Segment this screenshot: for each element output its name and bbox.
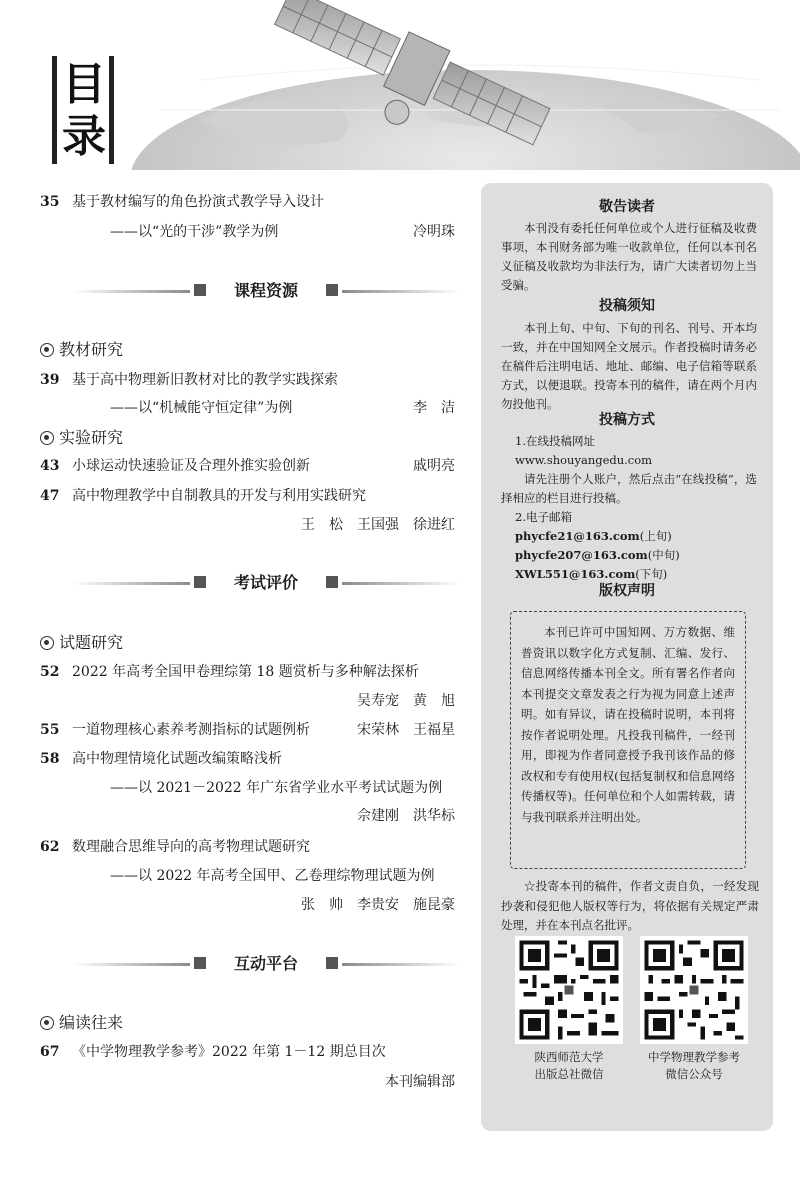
email-value: phycfe21@163.com [515,529,640,543]
toc-entry[interactable] [40,1042,386,1062]
circle-bullet-icon [40,1016,54,1030]
section-title: 考试评价 [233,573,298,592]
toc-entry[interactable] [40,837,310,857]
notice-text: ☆投寄本刊的稿件，作者文责自负，一经发现抄袭和侵犯他人版权等行为，将依据有关规定严肃处理，并在本刊点名批评。 [501,879,759,932]
article-title: 一道物理核心素养考测指标的试题例析 [72,722,310,738]
article-authors: 王 松 王国强 徐进红 [301,517,455,533]
toc-entry[interactable] [40,456,310,476]
section-header [72,952,460,976]
divider [342,582,460,585]
online-text: 请先注册个人账户，然后点击“在线投稿”，选择相应的栏目进行投稿。 [501,472,757,505]
title-bar-right [109,56,114,164]
title-char: 录 [62,111,106,162]
divider [72,290,190,293]
title-bar-left [52,56,57,164]
square-marker [194,284,206,296]
qr-caption [624,1049,764,1083]
divider [342,963,460,966]
toc-entry[interactable] [40,749,282,769]
warning-title: 敬告读者 [599,199,655,215]
globe-satellite-graphic [0,0,800,170]
article-authors: 戚明亮 [413,458,455,474]
category-heading [40,339,123,361]
article-authors: 佘建刚 洪华标 [357,808,455,824]
circle-bullet-icon [40,431,54,445]
section-header [72,279,460,303]
square-marker [326,957,338,969]
page-number: 35 [40,194,60,210]
article-title: 基于高中物理新旧教材对比的教学实践探索 [72,372,338,388]
article-title: 小球运动快速验证及合理外推实验创新 [72,458,310,474]
article-title: 《中学物理教学参考》2022 年第 1－12 期总目次 [72,1044,386,1060]
page-number: 39 [40,372,60,388]
email-value: phycfe207@163.com [515,548,648,562]
qr-code-icon[interactable] [640,936,748,1044]
article-title: 2022 年高考全国甲卷理综第 18 题赏析与多种解法探析 [72,664,419,680]
category-heading [40,632,123,654]
article-subtitle: ——以“光的干涉”教学为例 [110,224,279,240]
email-address[interactable] [515,546,680,565]
page-number: 55 [40,722,60,738]
online-url[interactable]: www.shouyangedu.com [515,453,653,467]
article-authors: 李 洁 [413,400,455,416]
article-title: 高中物理教学中自制教具的开发与利用实践研究 [72,488,366,504]
online-label: 1.在线投稿网址 [515,434,595,448]
square-marker [194,957,206,969]
toc-entry[interactable] [40,662,419,682]
category-name: 教材研究 [59,340,124,359]
qr-caption-line: 中学物理教学参考 [648,1050,740,1064]
title-char: 目 [62,59,106,110]
email-address[interactable] [515,527,672,546]
article-authors: 吴寿宠 黄 旭 [357,693,455,709]
method-title: 投稿方式 [599,412,655,428]
circle-bullet-icon [40,343,54,357]
category-heading [40,427,123,449]
copyright-text: 本刊已许可中国知网、万方数据、维普资讯以数字化方式复制、汇编、发行、信息网络传播本刊全文。所有署名作者向本刊提交文章发表之行为视为同意上述声明。如有异议，请在投稿时说明，本刊将按作者说明处理。凡投我刊稿件，一经刊用，即视为作者同意授予我刊该作品的修改权和专有使用权(包括复制权和信息网络传播权等)。任何单位和个人如需转载，请与我刊联系并注明出处。 [521,625,735,824]
article-title: 基于教材编写的角色扮演式教学导入设计 [72,194,324,210]
article-authors: 张 帅 李贵安 施昆豪 [301,897,455,913]
email-note: (下旬) [635,567,668,581]
page-number: 67 [40,1044,60,1060]
square-marker [326,576,338,588]
copyright-box [510,611,746,869]
page-number: 62 [40,839,60,855]
category-name: 试题研究 [59,633,124,652]
section-header [72,571,460,595]
square-marker [194,576,206,588]
header-banner [0,0,800,170]
qr-caption-line: 出版总社微信 [534,1067,604,1081]
page-number: 47 [40,488,60,504]
article-subtitle: ——以 2022 年高考全国甲、乙卷理综物理试题为例 [110,868,435,884]
submission-title: 投稿须知 [599,298,655,314]
divider [72,582,190,585]
section-title: 课程资源 [233,281,298,300]
toc-entry[interactable] [40,720,310,740]
qr-caption-line: 微信公众号 [665,1067,723,1081]
article-authors: 宋荣林 王福星 [357,722,455,738]
article-title: 数理融合思维导向的高考物理试题研究 [72,839,310,855]
square-marker [326,284,338,296]
toc-entry[interactable] [40,370,338,390]
warning-text: 本刊没有委托任何单位或个人进行征稿及收费事项，本刊财务部为唯一收款单位，任何以本刊名义征稿及收款均为非法行为，请广大读者切勿上当受骗。 [501,221,757,292]
email-label: 2.电子邮箱 [515,510,572,524]
circle-bullet-icon [40,636,54,650]
page-number: 43 [40,458,60,474]
category-name: 编读往来 [59,1013,124,1032]
page-number: 58 [40,751,60,767]
divider [342,290,460,293]
email-note: (上旬) [639,529,672,543]
category-name: 实验研究 [59,428,124,447]
copyright-title: 版权声明 [599,583,655,599]
contents-title [52,56,114,164]
email-note: (中旬) [647,548,680,562]
info-panel [481,183,773,1131]
category-heading [40,1012,123,1034]
email-value: XWL551@163.com [515,567,636,581]
qr-caption [499,1049,639,1083]
article-title: 高中物理情境化试题改编策略浅析 [72,751,282,767]
section-title: 互动平台 [233,954,298,973]
page-number: 52 [40,664,60,680]
toc-entry[interactable] [40,192,324,212]
article-subtitle: ——以“机械能守恒定律”为例 [110,400,293,416]
submission-text: 本刊上旬、中旬、下旬的刊名、刊号、开本均一致，并在中国知网全文展示。作者投稿时请务必在稿件后注明电话、地址、邮编、电子信箱等联系方式，以便退联。投寄本刊的稿件，请在两个月内勿投他刊。 [501,321,757,411]
toc-entry[interactable] [40,486,366,506]
article-authors: 本刊编辑部 [385,1074,455,1090]
article-subtitle: ——以 2021－2022 年广东省学业水平考试试题为例 [110,780,443,796]
divider [72,963,190,966]
qr-code-icon[interactable] [515,936,623,1044]
qr-caption-line: 陕西师范大学 [534,1050,604,1064]
article-authors: 冷明珠 [413,224,455,240]
